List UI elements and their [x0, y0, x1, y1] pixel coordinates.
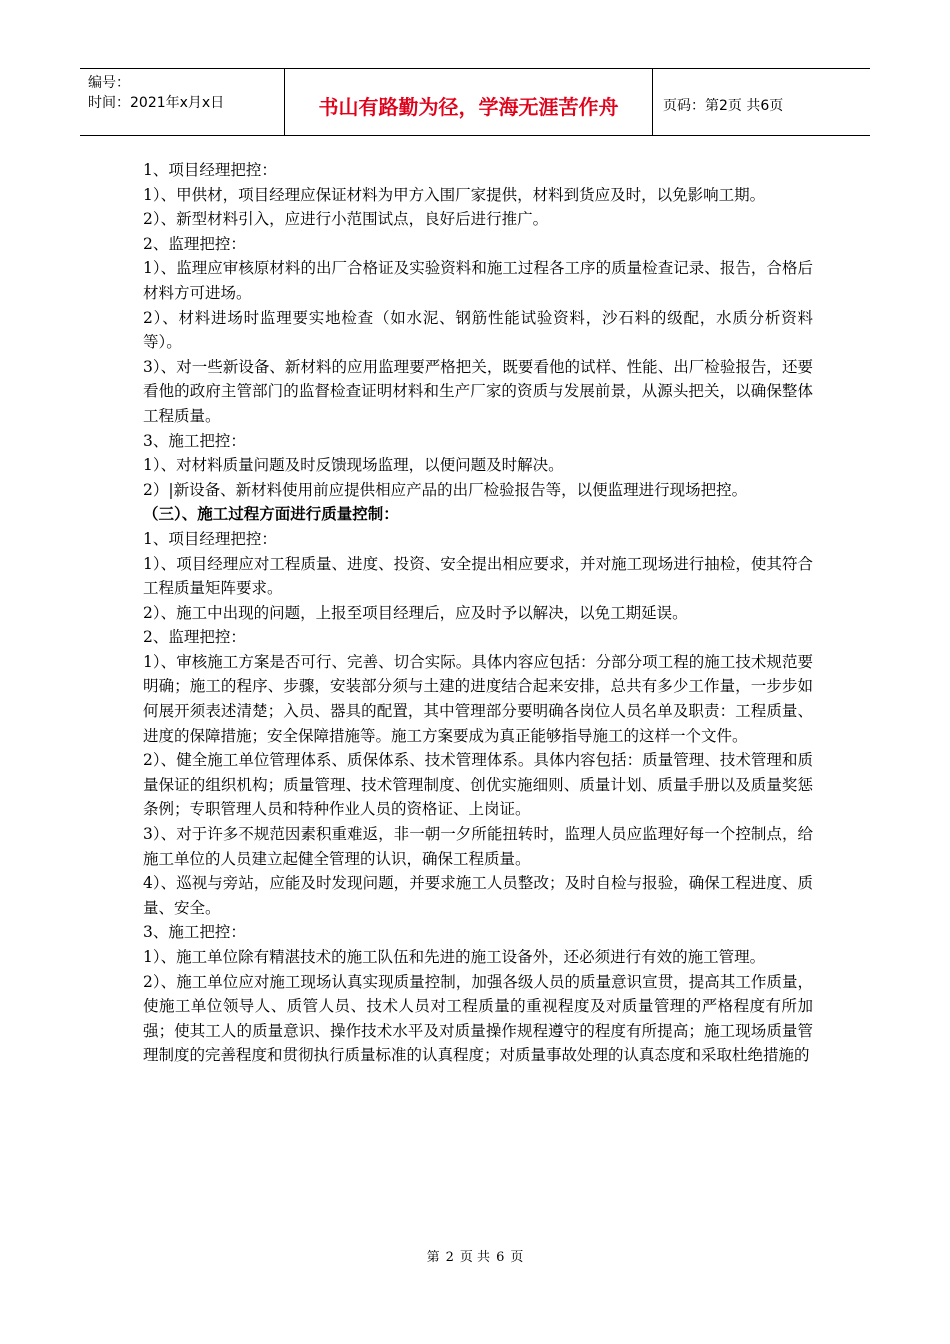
footer-middle: 页 共 [459, 1250, 491, 1265]
header-meta [80, 69, 285, 135]
body-paragraph: 2）、健全施工单位管理体系、质保体系、技术管理体系。具体内容包括：质量管理、技术管理和质量保证的组织机构；质量管理、技术管理制度、创优实施细则、质量计划、质量手册以及质量奖惩条例；专职管理人员和特种作业人员的资格证、上岗证。 [143, 751, 813, 819]
body-paragraph: 2）、施工中出现的问题，上报至项目经理后，应及时予以解决，以免工期延误。 [143, 603, 688, 622]
body-paragraph: 1）、甲供材，项目经理应保证材料为甲方入围厂家提供，材料到货应及时，以免影响工期。 [143, 185, 766, 204]
body-paragraph: 3、施工把控： [143, 923, 246, 942]
body-paragraph: 1）、对材料质量问题及时反馈现场监理，以便问题及时解决。 [143, 456, 564, 475]
page-footer [0, 1246, 950, 1265]
body-paragraph: 2、监理把控： [143, 628, 246, 647]
body-paragraph: 2）、材料进场时监理要实地检查（如水泥、钢筋性能试验资料，沙石料的级配，水质分析资料等）。 [143, 308, 813, 352]
body-paragraph: 3、施工把控： [143, 431, 246, 450]
header-page-info: 页码：第2页 共6页 [663, 98, 784, 114]
body-paragraph: 1）、施工单位除有精湛技术的施工队伍和先进的施工设备外，还必须进行有效的施工管理。 [143, 948, 766, 966]
body-paragraph: 1、项目经理把控： [143, 161, 277, 179]
body-paragraph: 1、项目经理把控： [143, 529, 277, 548]
body-paragraph: 1）、监理应审核原材料的出厂合格证及实验资料和施工过程各工序的质量检查记录、报告，合格后材料方可进场。 [143, 259, 813, 302]
footer-total-pages: 6 [496, 1250, 505, 1265]
body-paragraph: 2）|新设备、新材料使用前应提供相应产品的出厂检验报告等，以便监理进行现场把控。 [143, 480, 748, 499]
body-paragraph: 4）、巡视与旁站，应能及时发现问题，并要求施工人员整改；及时自检与报验，确保工程进度、质量、安全。 [143, 874, 813, 917]
body-paragraph: 1）、项目经理应对工程质量、进度、投资、安全提出相应要求，并对施工现场进行抽检，使其符合工程质量矩阵要求。 [143, 554, 813, 598]
page-header [80, 68, 870, 136]
header-motto: 书山有路勤为径，学海无涯苦作舟 [285, 69, 653, 135]
document-time: 时间：2021年x月x日 [88, 95, 225, 111]
document-number: 编号： [88, 75, 130, 91]
footer-suffix: 页 [510, 1250, 524, 1265]
body-paragraph: 2、监理把控： [143, 234, 246, 253]
section-heading: （三）、施工过程方面进行质量控制： [143, 504, 399, 524]
body-paragraph: 2）、新型材料引入，应进行小范围试点，良好后进行推广。 [143, 210, 549, 229]
footer-current-page: 2 [445, 1250, 454, 1265]
body-paragraph: 3）、对一些新设备、新材料的应用监理要严格把关，既要看他的试样、性能、出厂检验报告，还要看他的政府主管部门的监督检查证明材料和生产厂家的资质与发展前景，从源头把关，以确保整体工程质量。 [143, 357, 813, 425]
document-body [143, 158, 813, 1068]
body-paragraph: 2）、施工单位应对施工现场认真实现质量控制，加强各级人员的质量意识宣贯，提高其工作质量，使施工单位领导人、质管人员、技术人员对工程质量的重视程度及对质量管理的严格程度有所加强；使其工人的质量意识、操作技术水平及对质量操作规程遵守的程度有所提高；施工现场质量管理制度的完善程度和贯彻执行质量标准的认真程度；对质量事故处理的认真态度和采取杜绝措施的 [143, 972, 813, 1065]
body-paragraph: 1）、审核施工方案是否可行、完善、切合实际。具体内容应包括：分部分项工程的施工技术规范要明确；施工的程序、步骤，安装部分须与土建的进度结合起来安排，总共有多少工作量，一步步如何展开须表述清楚；入员、器具的配置，其中管理部分要明确各岗位人员名单及职责：工程质量、进度的保障措施；安全保障措施等。施工方案要成为真正能够指导施工的这样一个文件。 [143, 652, 813, 745]
footer-prefix: 第 [426, 1250, 440, 1265]
body-paragraph: 3）、对于许多不规范因素积重难返，非一朝一夕所能扭转时，监理人员应监理好每一个控制点，给施工单位的人员建立起健全管理的认识，确保工程质量。 [143, 825, 813, 868]
